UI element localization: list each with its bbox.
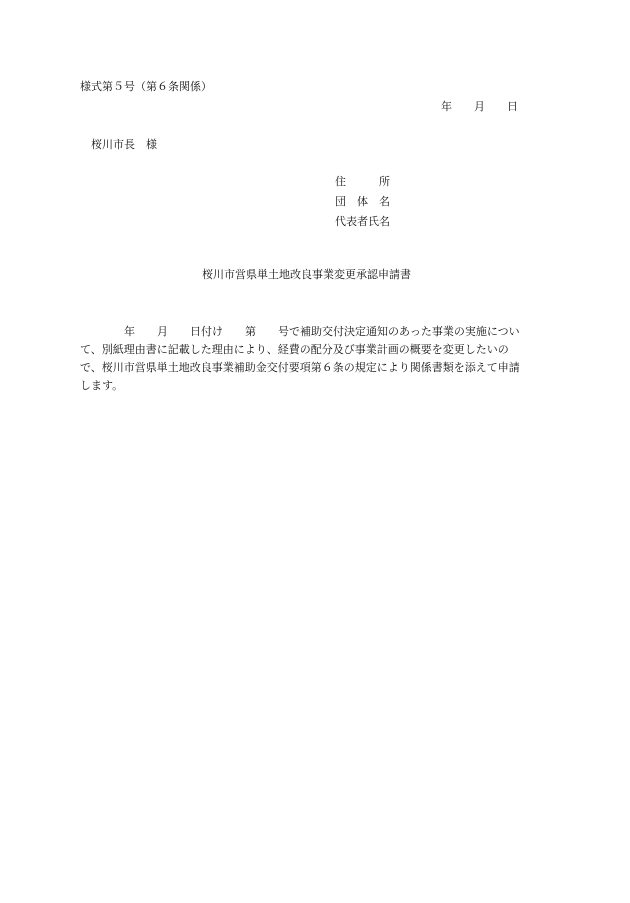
body-year: 年: [124, 325, 135, 338]
body-number-prefix: 第: [245, 325, 256, 338]
organization-label: 団 体 名: [335, 195, 390, 208]
date-day-label: 日: [507, 100, 518, 113]
body-text: [80, 323, 550, 395]
date-line: [441, 100, 518, 114]
date-month-label: 月: [474, 100, 485, 113]
form-number: 様式第５号（第６条関係）: [80, 80, 212, 93]
body-line-1-rest: 号で補助交付決定通知のあった事業の実施につい: [278, 325, 520, 338]
body-line-1: [80, 323, 550, 341]
body-line-4: します。: [80, 379, 124, 392]
document-title: 桜川市営県単土地改良事業変更承認申請書: [202, 268, 411, 281]
addressee: 桜川市長 様: [91, 138, 157, 151]
applicant-block: [335, 175, 390, 235]
body-line-2: て、別紙理由書に記載した理由により、経費の配分及び事業計画の概要を変更したいの: [80, 343, 509, 356]
body-month: 月: [157, 325, 168, 338]
date-year-label: 年: [441, 100, 452, 113]
address-label: 住 所: [335, 175, 390, 188]
body-dated: 日付け: [190, 325, 223, 338]
representative-label: 代表者氏名: [335, 215, 390, 228]
body-line-3: で、桜川市営県単土地改良事業補助金交付要項第６条の規定により関係書類を添えて申請: [80, 361, 520, 374]
